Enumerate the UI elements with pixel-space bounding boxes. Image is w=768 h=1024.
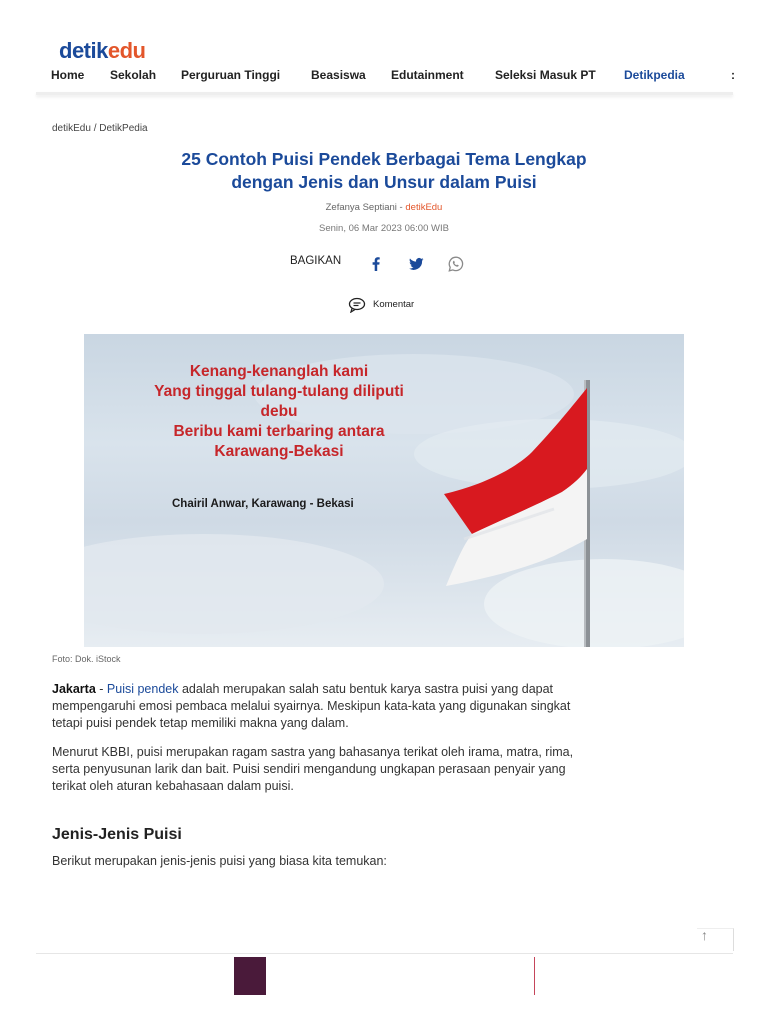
nav-divider bbox=[36, 92, 733, 95]
whatsapp-icon[interactable] bbox=[447, 255, 465, 273]
source-name[interactable]: detikEdu bbox=[405, 202, 443, 213]
back-to-top-button[interactable] bbox=[697, 928, 734, 951]
comment-label: Komentar bbox=[373, 299, 415, 310]
paragraph-3: Berikut merupakan jenis-jenis puisi yang biasa kita temukan: bbox=[52, 854, 387, 868]
nav-item-beasiswa[interactable]: Beasiswa bbox=[311, 68, 366, 82]
logo-part-detik: detik bbox=[59, 38, 108, 63]
twitter-icon[interactable] bbox=[407, 255, 425, 273]
nav-item-sekolah[interactable]: Sekolah bbox=[110, 68, 157, 82]
poem-line-1: Kenang-kenanglah kami bbox=[189, 363, 369, 380]
nav-item-home[interactable]: Home bbox=[51, 68, 85, 82]
paragraph-2: Menurut KBBI, puisi merupakan ragam sastra yang bahasanya terikat oleh irama, matra, rima, serta penyusunan larik dan bait. Puisi sendiri mengandung ungkapan perasaan penyair yang terikat oleh aturan kebahasaan dalam puisi. bbox=[52, 745, 574, 793]
nav-item-perguruan-tinggi[interactable]: Perguruan Tinggi bbox=[181, 68, 281, 82]
poem-text bbox=[114, 362, 444, 462]
title-line-1: 25 Contoh Puisi Pendek Berbagai Tema Lengkap bbox=[181, 149, 587, 169]
comment-icon bbox=[348, 297, 366, 313]
bottom-divider bbox=[36, 953, 733, 954]
image-caption: Foto: Dok. iStock bbox=[52, 654, 121, 664]
poem-line-4: Beribu kami terbaring antara bbox=[173, 423, 385, 440]
author-name[interactable]: Zefanya Septiani bbox=[325, 202, 397, 213]
dateline: Jakarta bbox=[52, 682, 96, 696]
title-line-2: dengan Jenis dan Unsur dalam Puisi bbox=[231, 172, 537, 192]
paragraph-1 bbox=[52, 681, 597, 732]
puisi-pendek-link[interactable]: Puisi pendek bbox=[106, 682, 179, 696]
publish-date: Senin, 06 Mar 2023 06:00 WIB bbox=[319, 223, 449, 234]
poem-line-5: Karawang-Bekasi bbox=[214, 443, 344, 460]
nav-item-edutainment[interactable]: Edutainment bbox=[391, 68, 464, 82]
author-separator: - bbox=[396, 202, 406, 213]
nav-item-detikpedia[interactable]: Detikpedia bbox=[624, 68, 685, 82]
share-label: BAGIKAN bbox=[290, 255, 342, 267]
article-title bbox=[92, 148, 676, 194]
paragraph-1-text: adalah merupakan salah satu bentuk karya sastra puisi yang dapat mempengaruhi emosi pembaca melalui syairnya. Meskipun kata-kata yang digunakan singkat tetapi puisi pendek tetap memiliki makna yang dalam. bbox=[52, 682, 571, 730]
facebook-icon[interactable] bbox=[367, 255, 385, 273]
dateline-separator: - bbox=[95, 682, 107, 696]
logo-part-edu: edu bbox=[107, 38, 146, 63]
arrow-up-icon: ↑ bbox=[701, 927, 708, 943]
section-heading: Jenis-Jenis Puisi bbox=[52, 826, 182, 843]
poem-line-2: Yang tinggal tulang-tulang diliputi bbox=[154, 383, 404, 400]
hero-image bbox=[84, 334, 684, 647]
ad-divider bbox=[534, 957, 535, 995]
poem-attribution: Chairil Anwar, Karawang - Bekasi bbox=[172, 498, 354, 510]
breadcrumb[interactable]: detikEdu / DetikPedia bbox=[52, 123, 148, 134]
nav-more[interactable]: : bbox=[731, 68, 735, 82]
ad-thumbnail[interactable] bbox=[234, 957, 266, 995]
poem-line-3: debu bbox=[260, 403, 298, 420]
author-line bbox=[0, 202, 768, 213]
site-logo[interactable] bbox=[59, 38, 145, 64]
nav-item-seleksi-masuk-pt[interactable]: Seleksi Masuk PT bbox=[495, 68, 596, 82]
